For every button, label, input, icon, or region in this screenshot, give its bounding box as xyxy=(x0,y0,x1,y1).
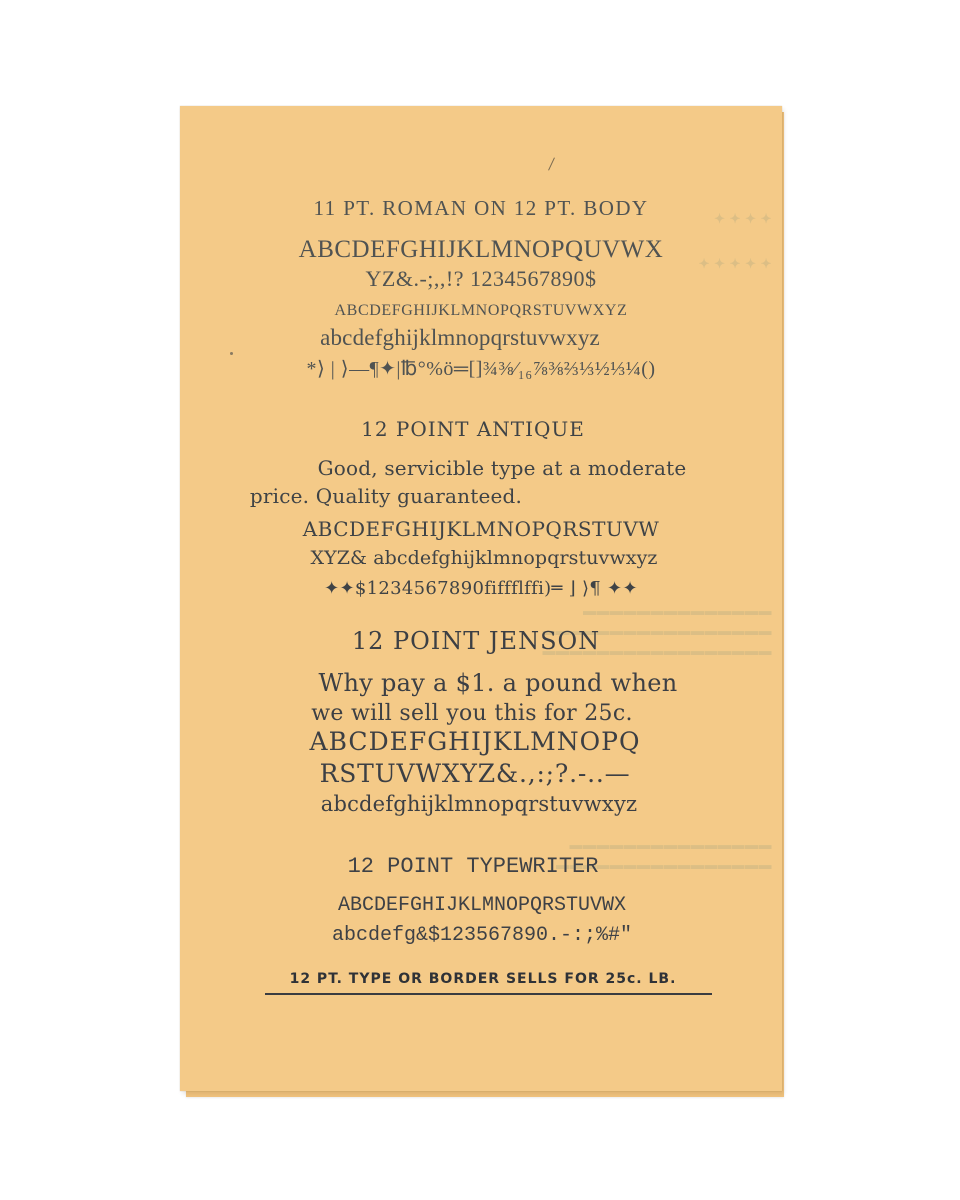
jenson-body-line-2: we will sell you this for 25c. xyxy=(311,701,633,726)
roman-lowercase: abcdefghijklmnopqrstuvwxyz xyxy=(320,325,600,350)
roman-small-caps: ABCDEFGHIJKLMNOPQRSTUVWXYZ xyxy=(334,302,628,319)
jenson-lowercase: abcdefghijklmnopqrstuvwxyz xyxy=(320,792,638,816)
paper-speck xyxy=(230,352,233,355)
footer-rule xyxy=(265,993,712,995)
antique-caps-line-2: XYZ& abcdefghijklmnopqrstuvwxyz xyxy=(310,547,658,569)
show-through-texture: ✦ ✦ ✦ ✦ xyxy=(714,211,772,226)
roman-caps-line-2: YZ&.-;,,!? 1234567890$ xyxy=(365,266,597,291)
price-footer: 12 PT. TYPE OR BORDER SELLS FOR 25c. LB. xyxy=(289,971,677,987)
show-through-texture: ▬▬▬▬▬▬▬▬▬▬▬▬▬▬▬▬ xyxy=(556,857,772,872)
antique-heading: 12 POINT ANTIQUE xyxy=(361,417,585,441)
antique-caps-line-1: ABCDEFGHIJKLMNOPQRSTUVW xyxy=(302,517,660,541)
jenson-caps-line-1: ABCDEFGHIJKLMNOPQ xyxy=(309,727,641,756)
roman-heading: 11 PT. ROMAN ON 12 PT. BODY xyxy=(313,196,649,220)
jenson-heading: 12 POINT JENSON xyxy=(351,627,601,655)
typewriter-caps: ABCDEFGHIJKLMNOPQRSTUVWX xyxy=(337,894,627,917)
show-through-texture: ▬▬▬▬▬▬▬▬▬▬▬▬▬▬▬▬▬ xyxy=(542,643,772,658)
jenson-caps-line-2: RSTUVWXYZ&.,:;?.-..— xyxy=(319,759,631,788)
typewriter-heading: 12 POINT TYPEWRITER xyxy=(347,854,599,879)
antique-body-line-1: Good, servicible type at a moderate xyxy=(317,456,687,480)
antique-body-line-2: price. Quality guaranteed. xyxy=(249,484,523,508)
jenson-body-line-1: Why pay a $1. a pound when xyxy=(318,669,678,697)
show-through-texture: ▬▬▬▬▬▬▬▬▬▬▬▬▬▬▬ xyxy=(569,837,772,852)
antique-symbols: ✦✦$1234567890fiffflffi)═ ⌋ ⟩¶ ✦✦ xyxy=(324,578,638,599)
type-specimen-card xyxy=(180,106,782,1091)
show-through-texture: ✦ ✦ ✦ ✦ ✦ xyxy=(698,256,772,271)
roman-caps-line-1: ABCDEFGHIJKLMNOPQUVWX xyxy=(298,236,664,263)
typewriter-lowercase: abcdefg&$123567890.-:;%#" xyxy=(331,924,633,947)
show-through-texture: ▬▬▬▬▬▬▬▬▬▬▬▬▬▬ xyxy=(583,603,772,618)
show-through-texture: ▬▬▬▬▬▬▬▬▬▬▬▬▬▬▬▬▬ xyxy=(542,623,772,638)
paper-mark xyxy=(548,157,555,170)
roman-symbols: *⟩ | ⟩—¶✦|℔°%ö═[]¾⅜⁄₁₆⅞⅜⅔⅓½⅓¼() xyxy=(306,358,656,380)
